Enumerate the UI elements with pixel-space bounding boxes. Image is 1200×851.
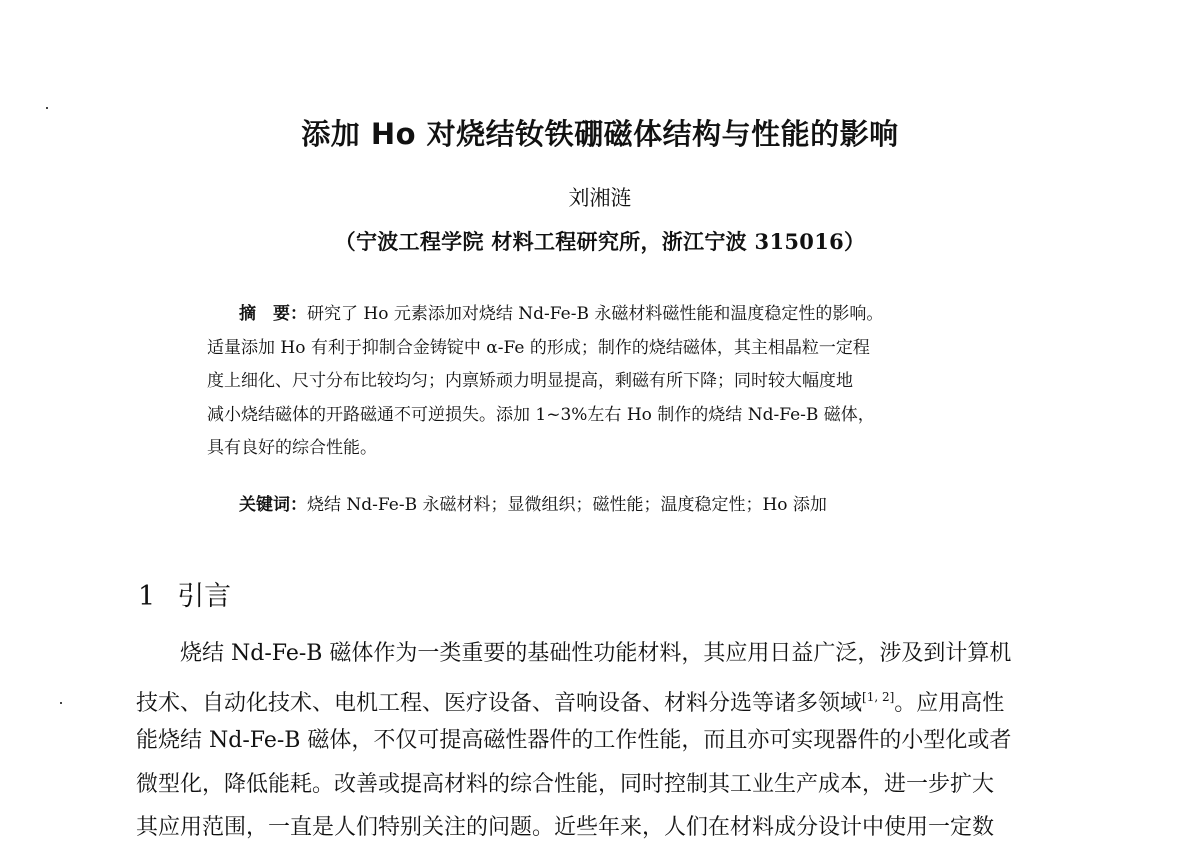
body-line: 烧结 Nd-Fe-B 磁体作为一类重要的基础性功能材料，其应用日益广泛，涉及到计算机 (180, 641, 1012, 666)
scan-speck (60, 702, 62, 704)
body-line: 微型化，降低能耗。改善或提高材料的综合性能，同时控制其工业生产成本，进一步扩大 (136, 771, 995, 797)
abstract (207, 298, 1037, 466)
body-line: 能烧结 Nd-Fe-B 磁体，不仅可提高磁性器件的工作性能，而且亦可实现器件的小型化或者 (136, 728, 1012, 753)
body-text: 技术、自动化技术、电机工程、医疗设备、音响设备、材料分选等诸多领域 (136, 690, 863, 716)
body-line: 其应用范围，一直是人们特别关注的问题。近些年来，人们在材料成分设计中使用一定数 (136, 815, 995, 840)
citation-ref: [1, 2] (862, 689, 895, 704)
paper-affiliation: （宁波工程学院 材料工程研究所，浙江宁波 315016） (334, 229, 866, 254)
abstract-line: 适量添加 Ho 有利于抑制合金铸锭中 α-Fe 的形成；制作的烧结磁体，其主相晶粒一定程 (207, 337, 870, 358)
body-text: 。应用高性 (894, 690, 1005, 716)
abstract-line: 度上细化、尺寸分布比较均匀；内禀矫顽力明显提高，剩磁有所下降；同时较大幅度地 (207, 371, 853, 391)
section-number: 1 (138, 581, 156, 612)
section-heading (138, 574, 231, 613)
abstract-line (207, 298, 1037, 332)
paper-author: 刘湘涟 (568, 186, 632, 210)
keywords-text: 烧结 Nd-Fe-B 永磁材料；显微组织；磁性能；温度稳定性；Ho 添加 (307, 495, 827, 515)
abstract-line: 具有良好的综合性能。 (207, 438, 377, 458)
keywords (239, 490, 827, 515)
abstract-text: 研究了 Ho 元素添加对烧结 Nd-Fe-B 永磁材料磁性能和温度稳定性的影响。 (307, 304, 884, 324)
abstract-label: 摘 要： (239, 304, 307, 324)
body-line (136, 676, 1096, 720)
section-title: 引言 (177, 581, 232, 612)
abstract-line: 减小烧结磁体的开路磁通不可逆损失。添加 1~3%左右 Ho 制作的烧结 Nd-Fe-B 磁体， (207, 404, 875, 425)
scan-speck (46, 107, 48, 109)
body-paragraph (136, 632, 1096, 850)
keywords-label: 关键词： (239, 495, 307, 515)
paper-title: 添加 Ho 对烧结钕铁硼磁体结构与性能的影响 (301, 117, 899, 151)
